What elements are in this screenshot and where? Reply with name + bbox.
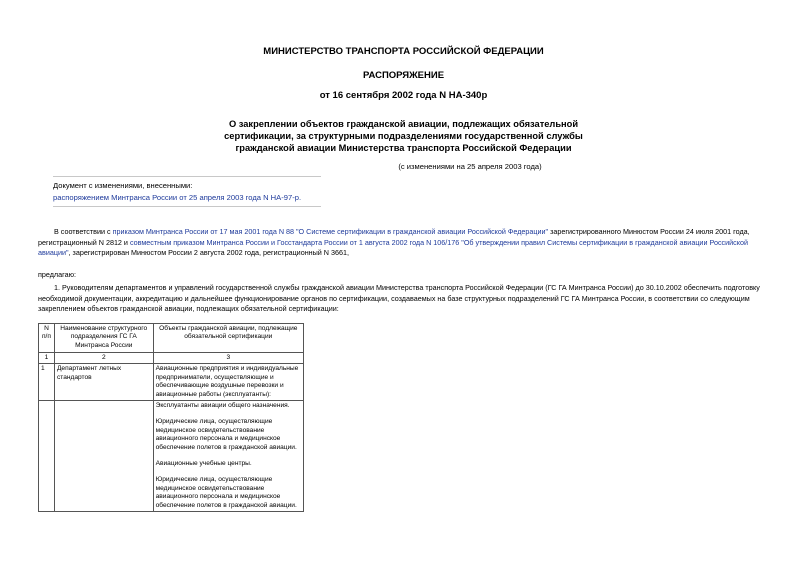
header-text: обязательной сертификации — [184, 333, 273, 341]
header-text: Минтранса России — [75, 341, 133, 349]
col-number: 2 — [54, 353, 153, 364]
cell-text: Юридические лица, осуществляющие — [155, 418, 273, 426]
col-number: 3 — [153, 353, 303, 364]
cell-text: Юридические лица, осуществляющие — [155, 476, 273, 484]
objects-table — [38, 323, 304, 512]
divider — [53, 206, 321, 207]
row-unit — [54, 364, 153, 401]
header-text: Объекты гражданской авиации, подлежащие — [159, 325, 298, 332]
doc-date-heading: от 16 сентября 2002 года N НА-340р — [319, 90, 488, 101]
row-objects — [153, 364, 303, 401]
cell-text: авиационного персонала и медицинское — [155, 435, 281, 443]
ministry-heading: МИНИСТЕРСТВО ТРАНСПОРТА РОССИЙСКОЙ ФЕДЕРАЦИИ — [263, 46, 544, 57]
item-1-line: закреплением объектов гражданской авиации, подлежащих обязательной сертификации: — [38, 304, 339, 313]
cell-text: обеспечение полетов в гражданской авиации. — [155, 501, 297, 509]
header-num — [39, 324, 55, 353]
intro-text: В соответствии с — [54, 227, 113, 236]
title-line: гражданской авиации Министерства транспорта Российской Федерации — [235, 143, 572, 153]
item-1-paragraph — [38, 283, 773, 315]
proposal-text: предлагаю: — [38, 270, 76, 279]
header-text: п/п — [41, 333, 51, 341]
row-num: 1 — [39, 364, 55, 401]
intro-paragraph — [38, 227, 768, 259]
cell-text: стандартов — [56, 373, 92, 381]
doc-type-heading: РАСПОРЯЖЕНИЕ — [362, 70, 445, 81]
amendment-link[interactable]: распоряжением Минтранса России от 25 апреля 2003 года N НА-97-р. — [53, 193, 302, 202]
header-text: подразделения ГС ГА — [70, 333, 137, 341]
header-objects — [153, 324, 303, 353]
table-row — [39, 401, 304, 512]
intro-text: регистрационный N 2812 и — [38, 237, 130, 247]
row-unit — [54, 401, 153, 512]
cell-text: Авиационные учебные центры. — [155, 460, 252, 468]
table-numbering-row — [39, 353, 304, 364]
intro-text: , зарегистрирован Минюстом России 2 августа 2002 года, регистрационный N 3661, — [68, 248, 349, 257]
intro-text: зарегистрированного Минюстом России 24 июля 2001 года, — [548, 227, 750, 236]
col-number: 1 — [39, 353, 55, 364]
item-1-line: 1. Руководителям департаментов и управлений государственной службы гражданской авиации Министерства транспорта Российской Федерации (ГС ГА Минтранса России) до 30.10.2002 обеспечить подготовку — [54, 283, 760, 292]
cell-text: медицинское освидетельствование — [155, 426, 265, 434]
joint-order-link[interactable]: совместным приказом Минтранса России и Госстандарта России от 1 августа 2002 года N 106/176 "Об утверждении правил Системы сертификации в гражданской авиации Российской — [129, 237, 748, 247]
table-row — [39, 364, 304, 401]
title-line: сертификации, за структурными подразделениями государственной службы — [224, 131, 583, 141]
divider — [53, 176, 321, 177]
changes-label: Документ с изменениями, внесенными: — [53, 181, 193, 190]
title-block — [0, 118, 807, 154]
header-unit — [54, 324, 153, 353]
cell-text: Департамент летных — [56, 365, 122, 373]
row-objects — [153, 401, 303, 512]
table-header-row — [39, 324, 304, 353]
item-1-line: необходимой документации, аккредитацию и дальнейшее функционирование органов по сертификации, создаваемых на базе структурных подразделений ГС ГА Минтранса России, в соответствии со следующим — [38, 293, 750, 303]
cell-text: обеспечение полетов в гражданской авиации. — [155, 443, 297, 451]
amendment-note: (с изменениями на 25 апреля 2003 года) — [398, 162, 542, 171]
order-88-link[interactable]: приказом Минтранса России от 17 мая 2001 года N 88 "О Системе сертификации в гражданской авиации Российской Федерации" — [112, 227, 549, 236]
cell-text: обеспечивающие воздушные перевозки и — [155, 382, 284, 390]
cell-text: Авиационные предприятия и индивидуальные — [155, 365, 299, 373]
row-num — [39, 401, 55, 512]
header-text: N — [44, 325, 49, 332]
header-text: Наименование структурного — [60, 325, 148, 332]
cell-text: предприниматели, осуществляющие и — [155, 373, 274, 381]
cell-text: авиационного персонала и медицинское — [155, 493, 281, 501]
cell-text: авиационные работы (эксплуатанты): — [155, 390, 272, 398]
cell-text: медицинское освидетельствование — [155, 484, 265, 492]
cell-text: Эксплуатанты авиации общего назначения. — [155, 402, 290, 410]
title-line: О закреплении объектов гражданской авиации, подлежащих обязательной — [228, 119, 579, 129]
joint-order-link-cont[interactable]: авиации" — [38, 248, 69, 257]
